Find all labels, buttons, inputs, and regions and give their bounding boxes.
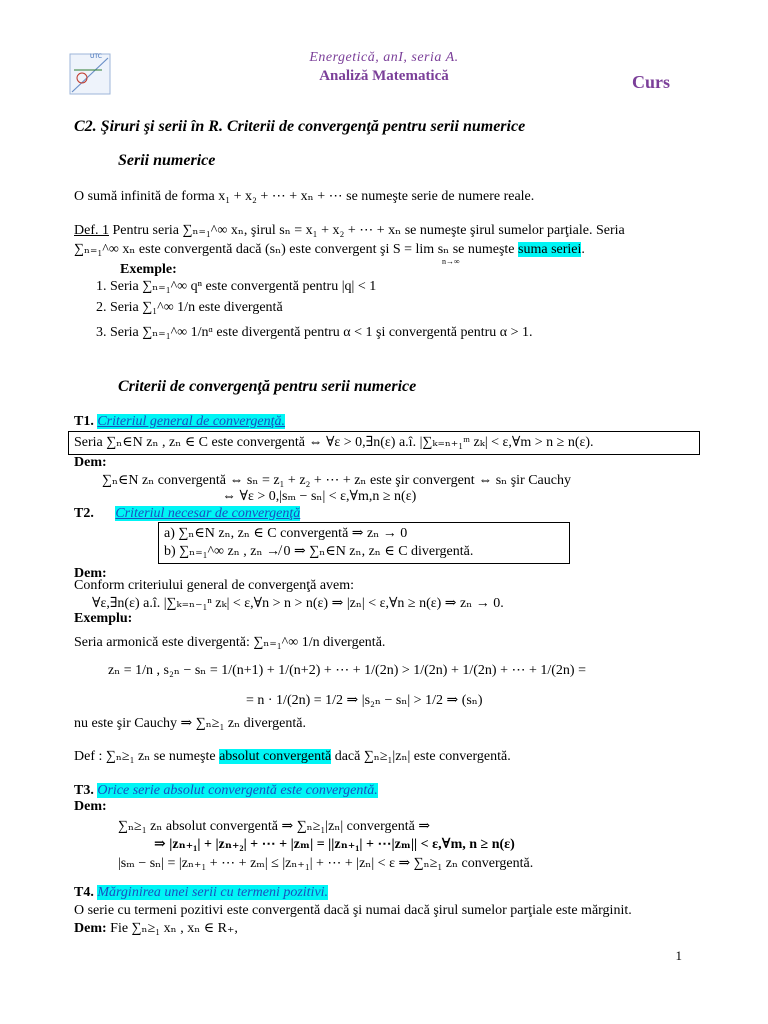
theorem-2-dem-line2: ∀ε,∃n(ε) a.î. |∑ₖ₌ₙ₋₁ⁿ zₖ| < ε,∀n > n > n(ε) ⇒ |zₙ| < ε,∀n ≥ n(ε) ⇒ zₙ → 0. bbox=[92, 596, 504, 611]
theorem-3-name: Orice serie absolut convergentă este convergentă. bbox=[97, 783, 378, 798]
theorem-2-dem-line1: Conform criteriului general de convergenţă avem: bbox=[74, 578, 355, 593]
theorem-2-heading bbox=[74, 506, 300, 522]
theorem-1-dem-line1: ∑ₙ∈N zₙ convergentă ⇔ sₙ = z₁ + z₂ + ⋯ + zₙ este şir convergent ⇔ sₙ şir Cauchy bbox=[102, 473, 571, 488]
theorem-2-example-line3: = n · 1/(2n) = 1/2 ⇒ |s₂ₙ − sₙ| > 1/2 ⇒ (sₙ) bbox=[246, 693, 483, 708]
intro-text: O sumă infinită de forma x₁ + x₂ + ⋯ + xₙ + ⋯ se numeşte serie de numere reale. bbox=[74, 189, 535, 204]
theorem-2-example-label: Exemplu: bbox=[74, 611, 133, 626]
definition-1-period: . bbox=[581, 242, 585, 257]
header-subject: Analiză Matematică bbox=[319, 68, 449, 84]
definition-1-line2 bbox=[74, 241, 585, 258]
theorem-3-dem-line3: |sₘ − sₙ| = |zₙ₊₁ + ⋯ + zₘ| ≤ |zₙ₊₁| + ⋯ + |zₙ| < ε ⇒ ∑ₙ≥₁ zₙ convergentă. bbox=[118, 856, 534, 871]
definition-1-line1 bbox=[74, 222, 625, 239]
page-number: 1 bbox=[675, 948, 682, 963]
theorem-2-example-line4: nu este şir Cauchy ⇒ ∑ₙ≥₁ zₙ divergentă. bbox=[74, 716, 306, 731]
definition-2-text-2: dacă ∑ₙ≥₁|zₙ| este convergentă. bbox=[331, 749, 511, 764]
theorem-3-heading bbox=[74, 783, 378, 799]
theorem-2-label: T2. bbox=[74, 506, 94, 521]
header-curs-label: Curs bbox=[632, 72, 671, 92]
definition-2 bbox=[74, 748, 511, 765]
theorem-2-name: Criteriul necesar de convergenţă bbox=[115, 506, 301, 521]
theorem-3-label: T3. bbox=[74, 783, 94, 798]
theorem-3-dem-line1: ∑ₙ≥₁ zₙ absolut convergentă ⇒ ∑ₙ≥₁|zₙ| convergentă ⇒ bbox=[118, 819, 431, 834]
theorem-4-dem-line1: Fie ∑ₙ≥₁ xₙ , xₙ ∈ R₊, bbox=[106, 921, 238, 936]
theorem-1-dem-label: Dem: bbox=[74, 455, 107, 470]
theorem-1-statement: Seria ∑ₙ∈N zₙ , zₙ ∈ C este convergentă ⇔ ∀ε > 0,∃n(ε) a.î. |∑ₖ₌ₙ₊₁ᵐ zₖ| < ε,∀m > n ≥ n(ε). bbox=[74, 435, 594, 450]
theorem-4-label: T4. bbox=[74, 885, 94, 900]
section-heading-criterii: Criterii de convergenţă pentru serii numerice bbox=[118, 378, 417, 395]
svg-text:UTC: UTC bbox=[90, 53, 102, 60]
theorem-3-dem-line2: ⇒ |zₙ₊₁| + |zₙ₊₂| + ⋯ + |zₘ| = ||zₙ₊₁| + ⋯|zₘ|| < ε,∀m, n ≥ n(ε) bbox=[154, 837, 515, 852]
definition-1-label: Def. 1 bbox=[74, 223, 109, 238]
theorem-4-dem-label: Dem: bbox=[74, 921, 107, 936]
theorem-4-name: Mărginirea unei serii cu termeni pozitivi. bbox=[97, 885, 329, 900]
theorem-2-statement-a: a) ∑ₙ∈N zₙ, zₙ ∈ C convergentă ⇒ zₙ → 0 bbox=[164, 526, 408, 541]
theorem-2-example-line1: Seria armonică este divergentă: ∑ₙ₌₁^∞ 1/n divergentă. bbox=[74, 635, 386, 650]
theorem-4-statement: O serie cu termeni pozitivi este convergentă dacă şi numai dacă şirul sumelor parţiale este mărginit. bbox=[74, 903, 632, 918]
examples-label: Exemple: bbox=[120, 262, 177, 277]
theorem-1-name: Criteriul general de convergenţă. bbox=[97, 414, 286, 429]
theorem-2-example-line2: zₙ = 1/n , s₂ₙ − sₙ = 1/(n+1) + 1/(n+2) + ⋯ + 1/(2n) > 1/(2n) + 1/(2n) + ⋯ + 1/(2n) = bbox=[108, 663, 586, 678]
section-heading-serii-numerice: Serii numerice bbox=[118, 152, 216, 169]
theorem-3-dem-label: Dem: bbox=[74, 799, 107, 814]
definition-1-text: Pentru seria ∑ₙ₌₁^∞ xₙ, şirul sₙ = x₁ + x₂ + ⋯ + xₙ se numeşte şirul sumelor parţiale. Seria bbox=[109, 223, 625, 238]
definition-1-text-2: ∑ₙ₌₁^∞ xₙ este convergentă dacă (sₙ) este convergent şi S = lim sₙ se numeşte bbox=[74, 242, 519, 257]
theorem-1-label: T1. bbox=[74, 414, 94, 429]
example-item-2: 2. Seria ∑₁^∞ 1/n este divergentă bbox=[96, 300, 283, 315]
theorem-1-heading bbox=[74, 414, 285, 430]
example-item-1: 1. Seria ∑ₙ₌₁^∞ qⁿ este convergentă pentru |q| < 1 bbox=[96, 279, 377, 294]
theorem-1-dem-line2: ⇔ ∀ε > 0,|sₘ − sₙ| < ε,∀m,n ≥ n(ε) bbox=[222, 489, 417, 504]
theorem-4-dem bbox=[74, 920, 238, 937]
highlight-absolut-convergenta: absolut convergentă bbox=[219, 749, 332, 764]
example-item-3: 3. Seria ∑ₙ₌₁^∞ 1/nᵅ este divergentă pentru α < 1 şi convergentă pentru α > 1. bbox=[96, 325, 533, 340]
theorem-4-heading bbox=[74, 885, 328, 901]
lim-subscript: n→∞ bbox=[442, 257, 460, 266]
definition-2-text: Def : ∑ₙ≥₁ zₙ se numeşte bbox=[74, 749, 220, 764]
theorem-2-dem-label: Dem: bbox=[74, 566, 107, 581]
header-course-line: Energetică, anI, seria A. bbox=[309, 50, 459, 65]
highlight-suma-seriei: suma seriei bbox=[518, 242, 582, 257]
chapter-title: C2. Şiruri şi serii în R. Criterii de convergenţă pentru serii numerice bbox=[74, 118, 526, 135]
theorem-2-statement-b: b) ∑ₙ₌₁^∞ zₙ , zₙ ↛ 0 ⇒ ∑ₙ∈N zₙ, zₙ ∈ C divergentă. bbox=[164, 544, 474, 559]
